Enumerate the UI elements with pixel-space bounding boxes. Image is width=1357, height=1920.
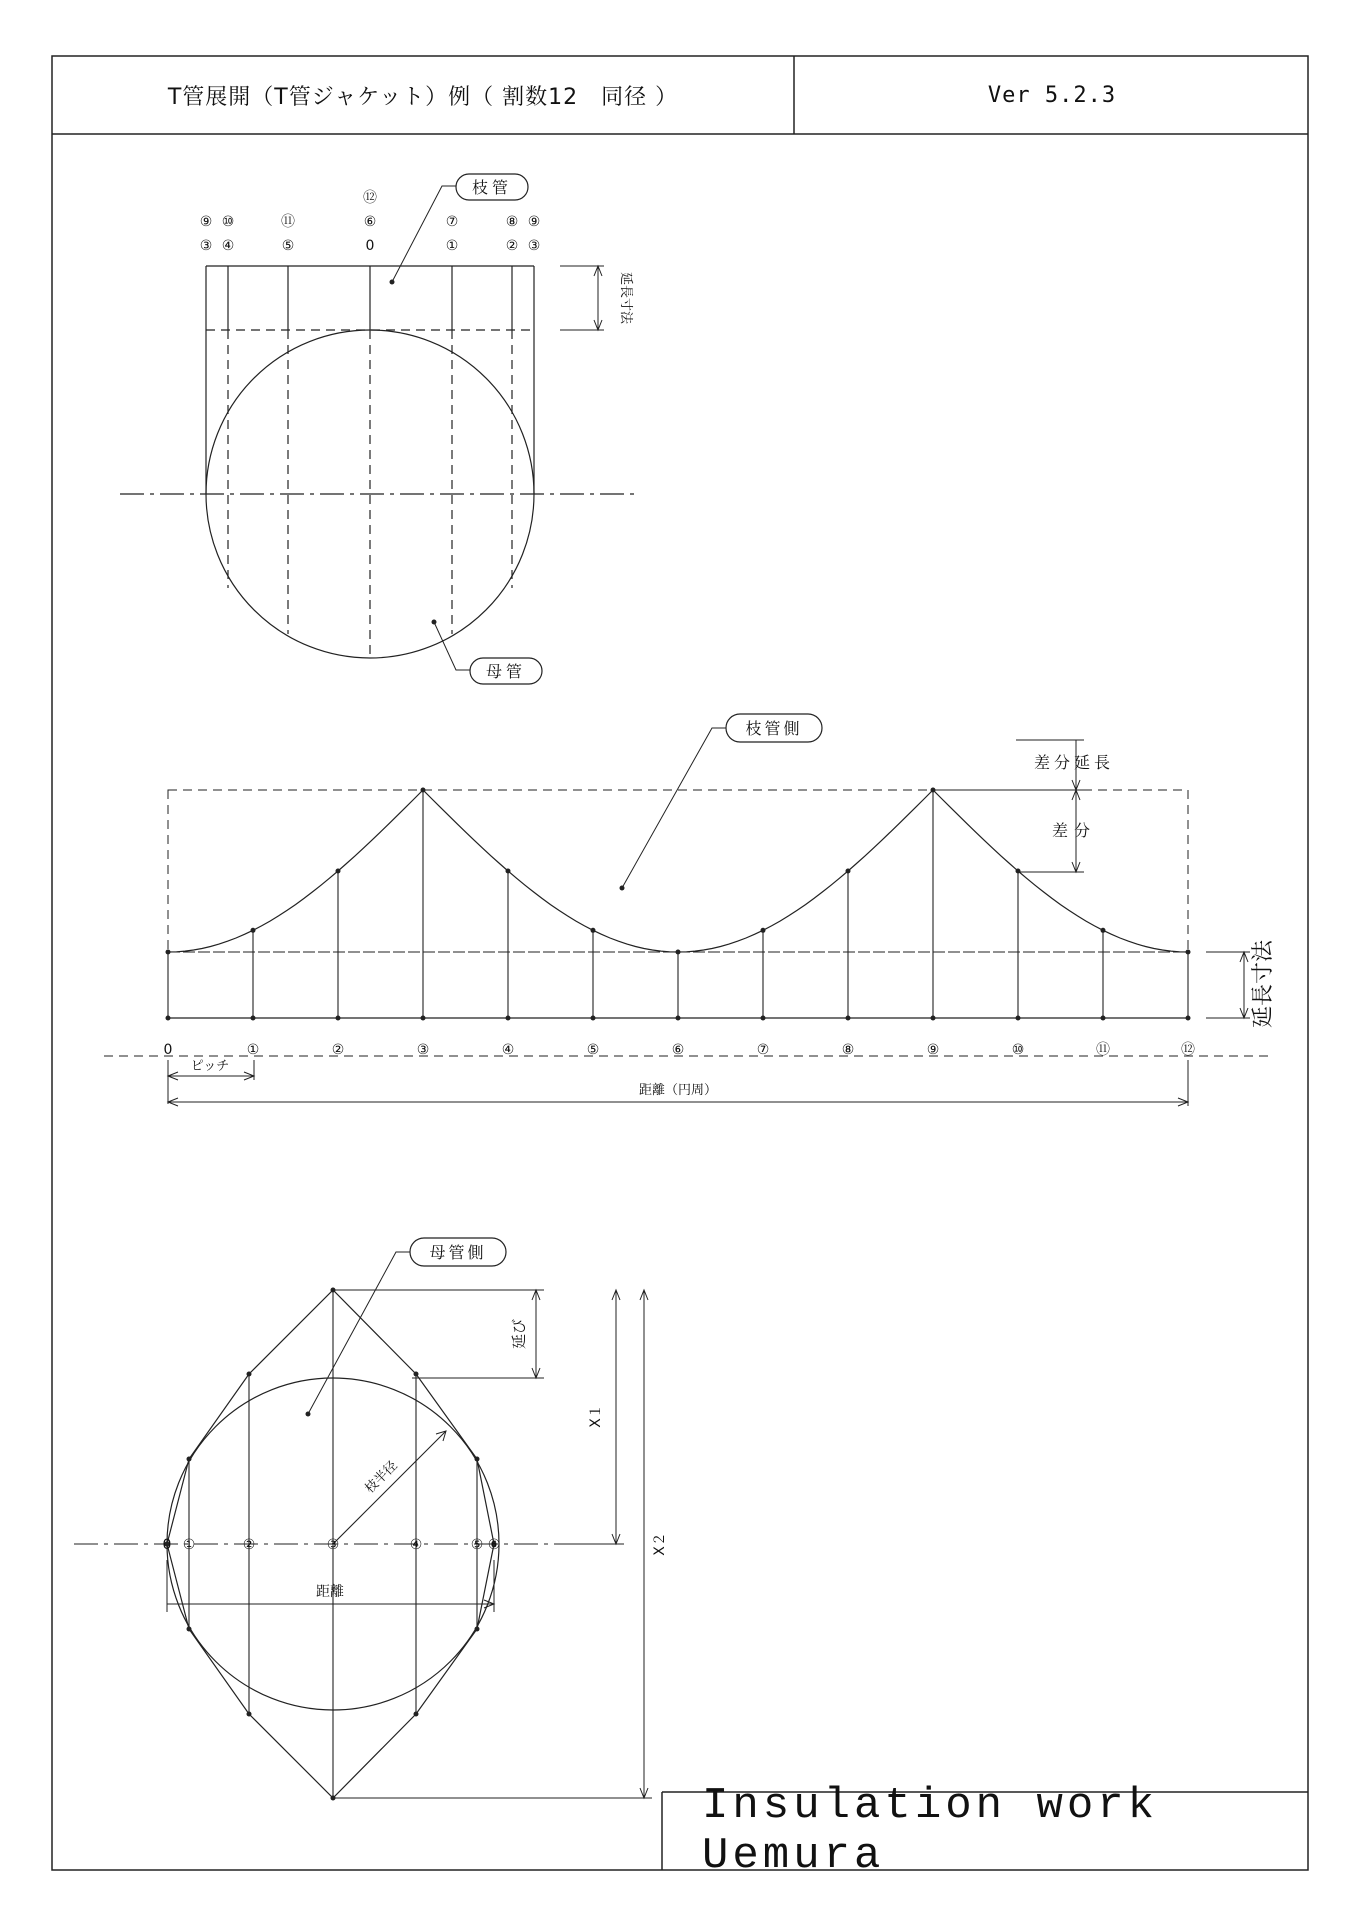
radius-line	[333, 1431, 446, 1544]
branch-side-leader	[622, 728, 726, 888]
development-curve	[168, 790, 1188, 952]
outer-frame	[52, 56, 1308, 1881]
curve-point-0	[166, 950, 171, 955]
dev-point-label-0: 0	[163, 1042, 173, 1058]
point-label-6: ⑥	[363, 214, 377, 230]
main-point-labels	[163, 1537, 501, 1553]
base-point-2	[336, 1016, 341, 1021]
base-point-0	[166, 1016, 171, 1021]
base-point-3	[421, 1016, 426, 1021]
point-label-5: ⑤	[281, 238, 295, 254]
main-callout-leader	[434, 622, 470, 670]
main-upper-point-5	[475, 1457, 480, 1462]
main-side-text: 母管側	[429, 1243, 487, 1262]
dev-point-label-7: ⑦	[756, 1042, 770, 1058]
diff-label: 差分	[1051, 821, 1097, 840]
dev-point-label-3: ③	[416, 1042, 430, 1058]
curve-point-4	[506, 869, 511, 874]
dev-point-label-6: ⑥	[671, 1042, 685, 1058]
x1-label: X１	[588, 1404, 604, 1428]
top-view	[120, 266, 636, 658]
main-upper-point-2	[247, 1372, 252, 1377]
dev-point-label-8: ⑧	[841, 1042, 855, 1058]
dev-point-label-4: ④	[501, 1042, 515, 1058]
main-point-label-3: ③	[326, 1537, 340, 1553]
header-version: Ver 5.2.3	[987, 82, 1117, 108]
main-lower-point-5	[475, 1627, 480, 1632]
envelope-dashed	[168, 790, 1188, 952]
main-point-label-1: ①	[182, 1537, 196, 1553]
base-point-7	[761, 1016, 766, 1021]
main-callout	[432, 620, 543, 685]
distance-circumference-label: 距離（円周）	[638, 1083, 718, 1098]
point-label-0: 0	[365, 238, 375, 254]
point-label-10: ⑩	[221, 214, 235, 230]
dev-point-label-2: ②	[331, 1042, 345, 1058]
pitch-label: ピッチ	[190, 1059, 230, 1074]
main-side-callout	[306, 1238, 507, 1417]
header-title: T管展開（T管ジャケット）例（ 割数12 同径 ）	[167, 84, 679, 110]
curve-point-3	[421, 788, 426, 793]
branch-side-text: 枝管側	[745, 719, 803, 738]
base-point-5	[591, 1016, 596, 1021]
main-lower-point-2	[247, 1712, 252, 1717]
main-point-label-6: ⑥	[487, 1537, 501, 1553]
base-point-12	[1186, 1016, 1191, 1021]
main-point-label-2: ②	[242, 1537, 256, 1553]
base-point-1	[251, 1016, 256, 1021]
curve-point-12	[1186, 950, 1191, 955]
top-extension-label: 延長寸法	[618, 271, 633, 325]
curve-point-7	[761, 928, 766, 933]
radius-label: 枝半径	[362, 1458, 401, 1497]
point-label-4: ④	[221, 238, 235, 254]
point-label-12: ⑫	[363, 190, 377, 206]
point-label-3b: ③	[527, 238, 541, 254]
curve-point-10	[1016, 869, 1021, 874]
curve-point-8	[846, 869, 851, 874]
main-distance-label: 距離	[316, 1584, 344, 1600]
curve-point-2	[336, 869, 341, 874]
main-point-label-0: 0	[162, 1537, 172, 1553]
footer-brand: Insulation work Uemura	[702, 1781, 1159, 1881]
main-point-label-4: ④	[409, 1537, 423, 1553]
curve-point-5	[591, 928, 596, 933]
extension-nobi-label: 延び	[510, 1318, 528, 1350]
main-upper-point-1	[187, 1457, 192, 1462]
branch-side-callout	[620, 714, 823, 891]
branch-callout-leader	[392, 186, 456, 282]
main-point-label-5: ⑤	[470, 1537, 484, 1553]
curve-point-1	[251, 928, 256, 933]
dev-point-label-10: ⑩	[1011, 1042, 1025, 1058]
base-point-4	[506, 1016, 511, 1021]
curve-point-6	[676, 950, 681, 955]
dev-point-label-9: ⑨	[926, 1042, 940, 1058]
top-extension-dimension	[560, 266, 604, 330]
main-lower-point-4	[414, 1712, 419, 1717]
main-upper-point-4	[414, 1372, 419, 1377]
x2-label: X２	[652, 1532, 668, 1556]
branch-callout-text: 枝管	[471, 178, 513, 197]
dev-point-label-1: ①	[246, 1042, 260, 1058]
difference-dimensions	[936, 740, 1250, 1018]
base-point-11	[1101, 1016, 1106, 1021]
point-label-11: ⑪	[281, 214, 295, 230]
base-point-8	[846, 1016, 851, 1021]
dev-point-label-12: ⑫	[1181, 1042, 1195, 1058]
main-lower-point-1	[187, 1627, 192, 1632]
base-point-6	[676, 1016, 681, 1021]
point-label-9a: ⑨	[199, 214, 213, 230]
base-point-10	[1016, 1016, 1021, 1021]
base-point-9	[931, 1016, 936, 1021]
point-label-9b: ⑨	[527, 214, 541, 230]
point-label-8: ⑧	[505, 214, 519, 230]
dev-point-label-5: ⑤	[586, 1042, 600, 1058]
diff-extension-label: 差分延長	[1033, 753, 1115, 772]
branch-development	[104, 788, 1272, 1057]
point-label-2: ②	[505, 238, 519, 254]
point-label-3a: ③	[199, 238, 213, 254]
curve-point-11	[1101, 928, 1106, 933]
ordinate-lines	[168, 790, 1188, 1018]
dev-extension-label: 延長寸法	[1251, 939, 1276, 1029]
curve-point-9	[931, 788, 936, 793]
dev-point-label-11: ⑪	[1096, 1042, 1110, 1058]
point-label-7: ⑦	[445, 214, 459, 230]
point-label-1: ①	[445, 238, 459, 254]
main-callout-text: 母管	[485, 662, 527, 681]
